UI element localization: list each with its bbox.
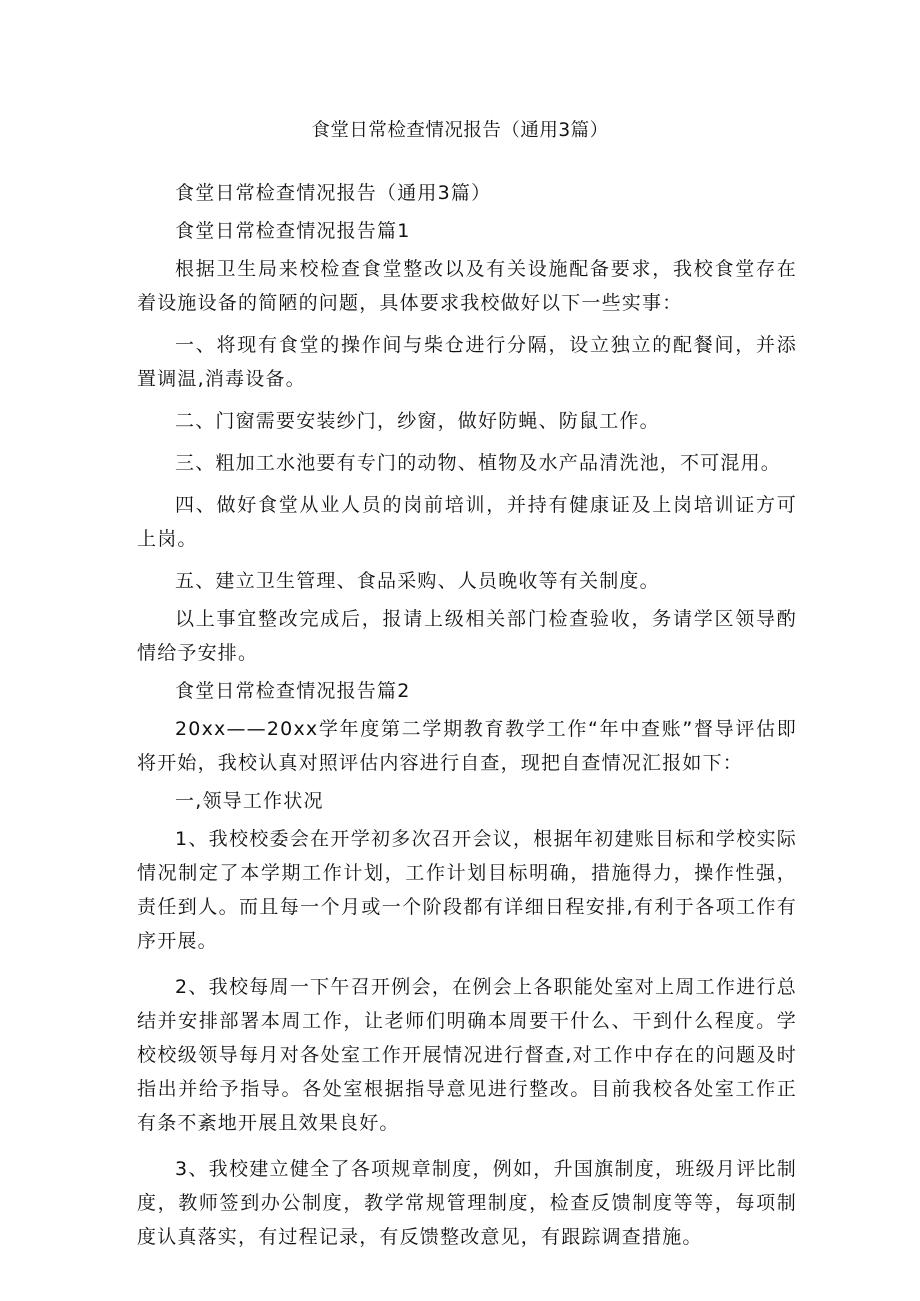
paragraph: 以上事宜整改完成后，报请上级相关部门检查验收，务请学区领导酌情给予安排。	[137, 608, 797, 664]
paragraph: 3、我校建立健全了各项规章制度，例如，升国旗制度，班级月评比制度，教师签到办公制度，教学常规管理制度，检查反馈制度等等，每项制度认真落实，有过程记录，有反馈整改意见，有跟踪调查措施。	[137, 1158, 797, 1248]
list-item: 三、粗加工水池要有专门的动物、植物及水产品清洗池，不可混用。	[175, 452, 782, 474]
heading-repeat: 食堂日常检查情况报告（通用3篇）	[175, 182, 492, 204]
paragraph: 根据卫生局来校检查食堂整改以及有关设施配备要求，我校食堂存在着设施设备的简陋的问题，具体要求我校做好以下一些实事：	[137, 258, 797, 314]
paragraph: 2、我校每周一下午召开例会，在例会上各职能处室对上周工作进行总结并安排部署本周工作，让老师们明确本周要干什么、干到什么程度。学校校级领导每月对各处室工作开展情况进行督查,对工作中存在的问题及时指出并给予指导。各处室根据指导意见进行整改。目前我校各处室工作正有条不紊地开展且效果良好。	[137, 976, 797, 1134]
list-item: 四、做好食堂从业人员的岗前培训，并持有健康证及上岗培训证方可上岗。	[137, 494, 797, 550]
document-title: 食堂日常检查情况报告（通用3篇）	[311, 120, 609, 141]
paragraph: 1、我校校委会在开学初多次召开会议，根据年初建账目标和学校实际情况制定了本学期工作计划，工作计划目标明确，措施得力，操作性强，责任到人。而且每一个月或一个阶段都有详细日程安排,有利于各项工作有序开展。	[137, 828, 797, 952]
list-item: 一、将现有食堂的操作间与柴仓进行分隔，设立独立的配餐间，并添置调温,消毒设备。	[137, 334, 797, 390]
section-heading-2: 食堂日常检查情况报告篇2	[175, 680, 411, 702]
list-item: 二、门窗需要安装纱门，纱窗，做好防蝇、防鼠工作。	[175, 410, 660, 432]
paragraph: 20xx——20xx学年度第二学期教育教学工作“年中查账”督导评估即将开始，我校认真对照评估内容进行自查，现把自查情况汇报如下：	[137, 718, 797, 774]
section-heading-1: 食堂日常检查情况报告篇1	[175, 220, 411, 242]
subheading: 一,领导工作状况	[175, 790, 324, 812]
document-body	[137, 176, 797, 1254]
list-item: 五、建立卫生管理、食品采购、人员晚收等有关制度。	[175, 570, 660, 592]
